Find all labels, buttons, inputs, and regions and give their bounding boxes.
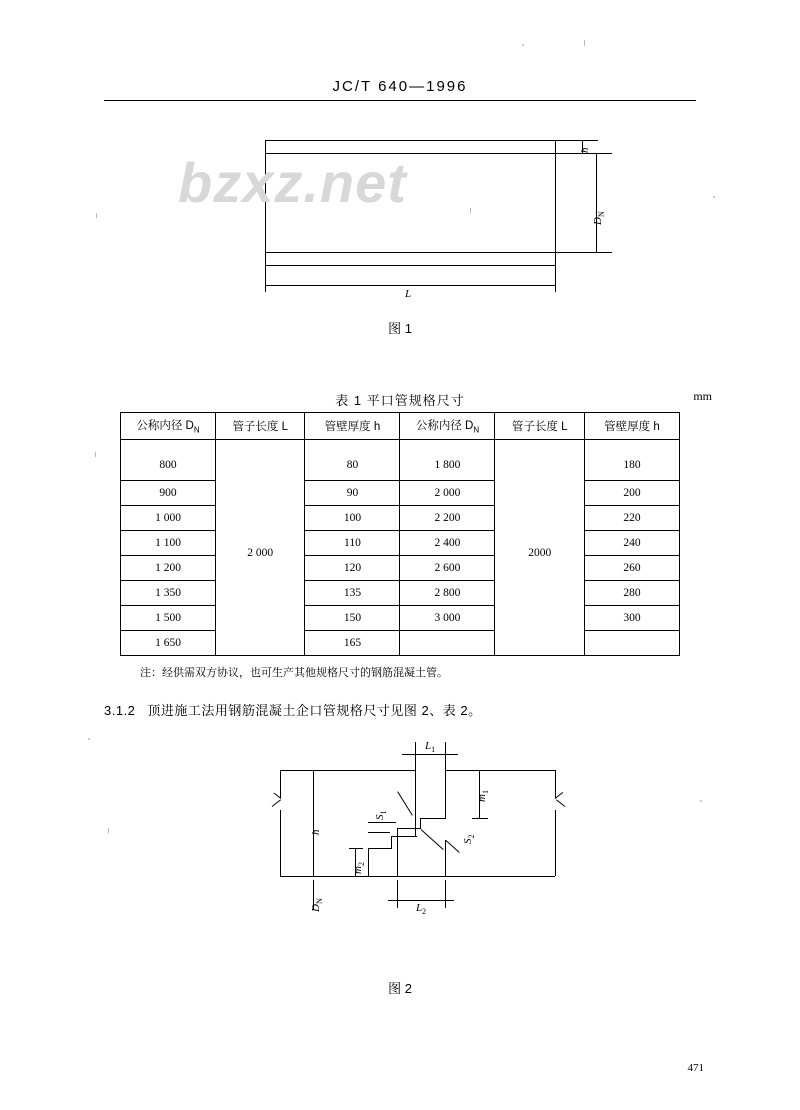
table-row (121, 531, 680, 556)
figure2-label-l1: $L_1$ (425, 740, 436, 755)
table-row (121, 440, 680, 481)
figure2-label-h: h (310, 829, 322, 835)
scan-speck (713, 196, 715, 198)
header-length-right: 管子长度 L (495, 413, 584, 440)
figure2-label-s2: $S_2$ (462, 834, 477, 844)
header-length-left: 管子长度 L (216, 413, 305, 440)
cell-thickness-left: 100 (305, 506, 400, 531)
cell-thickness-right: 220 (584, 506, 679, 531)
figure1-label-l: L (405, 288, 412, 300)
cell-thickness-right: 300 (584, 606, 679, 631)
table-row (121, 606, 680, 631)
figure2-label-dn: $D_N$ (310, 898, 325, 912)
scan-speck (108, 828, 109, 833)
header-divider (104, 100, 696, 101)
scan-speck (522, 44, 524, 46)
scan-speck (95, 452, 96, 457)
cell-dn-right: 1 800 (400, 440, 495, 481)
cell-dn-left: 1 350 (121, 581, 216, 606)
cell-dn-left: 800 (121, 440, 216, 481)
cell-dn-right: 2 400 (400, 531, 495, 556)
scan-speck (88, 738, 90, 740)
scan-speck (700, 800, 702, 802)
table-row (121, 556, 680, 581)
table-header-row (121, 413, 680, 440)
cell-thickness-left: 135 (305, 581, 400, 606)
cell-length-right: 2000 (495, 440, 584, 656)
cell-thickness-left: 80 (305, 440, 400, 481)
clause-3-1-2 (104, 700, 482, 719)
watermark-text: bzxz.net (178, 151, 407, 214)
cell-dn-right (400, 631, 495, 656)
cell-dn-left: 1 100 (121, 531, 216, 556)
cell-dn-right: 2 600 (400, 556, 495, 581)
cell-dn-left: 1 200 (121, 556, 216, 581)
cell-thickness-left: 120 (305, 556, 400, 581)
cell-dn-right: 2 800 (400, 581, 495, 606)
cell-dn-left: 1 500 (121, 606, 216, 631)
table-1-note: 注：经供需双方协议，也可生产其他规格尺寸的钢筋混凝土管。 (140, 667, 448, 679)
scan-speck (96, 213, 97, 218)
header-thickness-left: 管壁厚度 h (305, 413, 400, 440)
figure2-label-s1: $S_1$ (374, 810, 389, 820)
table-1-title: 表 1 平口管规格尺寸 (335, 393, 465, 408)
cell-thickness-left: 150 (305, 606, 400, 631)
cell-dn-left: 1 650 (121, 631, 216, 656)
cell-dn-left: 1 000 (121, 506, 216, 531)
table-row (121, 506, 680, 531)
table-1 (120, 412, 680, 656)
table-row (121, 631, 680, 656)
table-row (121, 481, 680, 506)
header-dn-left: 公称内径 $D_N$ (121, 413, 216, 440)
figure1-label-h: h (579, 147, 591, 153)
figure2-label-l2: $L_2$ (416, 902, 427, 917)
cell-thickness-right: 280 (584, 581, 679, 606)
cell-dn-left: 900 (121, 481, 216, 506)
cell-thickness-left: 165 (305, 631, 400, 656)
cell-dn-right: 2 000 (400, 481, 495, 506)
figure-2-drawing (250, 740, 590, 965)
figure-1-caption: 图 1 (388, 321, 412, 336)
cell-thickness-right: 240 (584, 531, 679, 556)
page-number: 471 (687, 1062, 704, 1074)
table-1-unit: mm (693, 389, 712, 403)
table-1-body (121, 440, 680, 656)
clause-text: 顶进施工法用钢筋混凝土企口管规格尺寸见图 2、表 2。 (147, 703, 482, 718)
figure1-label-dn: $D_N$ (592, 211, 607, 225)
figure-2-caption: 图 2 (388, 981, 412, 996)
scan-speck (584, 40, 585, 46)
cell-dn-right: 2 200 (400, 506, 495, 531)
table-row (121, 581, 680, 606)
cell-length-left: 2 000 (216, 440, 305, 656)
header-thickness-right: 管壁厚度 h (584, 413, 679, 440)
cell-thickness-left: 90 (305, 481, 400, 506)
clause-number: 3.1.2 (104, 703, 136, 718)
page-title: JC/T 640—1996 (332, 78, 468, 95)
cell-thickness-right (584, 631, 679, 656)
cell-thickness-right: 200 (584, 481, 679, 506)
cell-thickness-right: 180 (584, 440, 679, 481)
figure2-label-m1: $m_1$ (476, 790, 491, 802)
cell-thickness-right: 260 (584, 556, 679, 581)
header-dn-right: 公称内径 $D_N$ (400, 413, 495, 440)
cell-dn-right: 3 000 (400, 606, 495, 631)
figure2-label-m2: $m_2$ (352, 862, 367, 874)
cell-thickness-left: 110 (305, 531, 400, 556)
